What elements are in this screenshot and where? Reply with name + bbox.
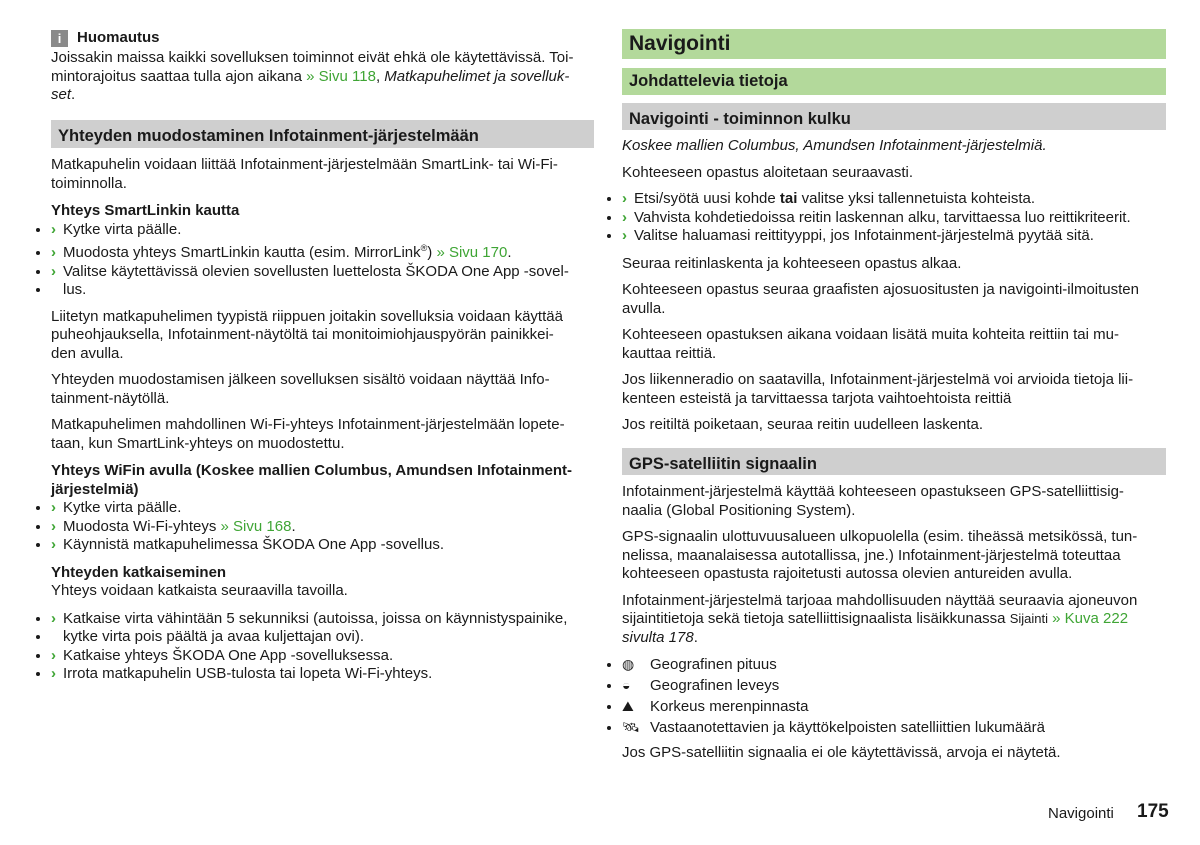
arrow-icon: › <box>51 536 56 553</box>
footer-section: Navigointi <box>1048 805 1114 822</box>
altitude-icon: ⛰ <box>622 698 634 714</box>
paragraph: Jos liikenneradio on saatavilla, Infotainment-järjestelmä voi arvioida tietoja lii- kenteen esteistä ja tarvittaessa tarjota vaihtoehtoista reittiä <box>622 371 1134 407</box>
page-number: 175 <box>1137 801 1169 822</box>
list-item: • › Katkaise yhteys ŠKODA One App -sovelluksessa. <box>51 647 594 666</box>
list-item: • › Käynnistä matkapuhelimessa ŠKODA One App -sovellus. <box>51 536 594 555</box>
list-item: • › Etsi/syötä uusi kohde tai valitse yksi tallennetuista kohteista. <box>622 190 1166 209</box>
smartlink-heading: Yhteys SmartLinkin kautta <box>51 202 240 219</box>
list-item: • › Muodosta yhteys SmartLinkin kautta (esim. MirrorLink®) » Sivu 170. <box>51 239 594 263</box>
disconnect-steps <box>51 610 594 684</box>
legend-item: • ⛰ Korkeus merenpinnasta <box>622 696 1166 717</box>
page-link[interactable]: » Sivu 168 <box>220 517 292 535</box>
wifi-heading: järjestelmiä) <box>51 480 139 498</box>
smartlink-steps <box>51 221 594 300</box>
page-link[interactable]: » Sivu 170 <box>436 244 508 261</box>
arrow-icon: › <box>51 220 56 238</box>
list-item: • › Kytke virta päälle. <box>51 221 594 240</box>
note-heading <box>51 29 160 48</box>
arrow-icon: › <box>622 208 627 226</box>
note-title: Huomautus <box>77 29 160 46</box>
note-body <box>51 49 594 105</box>
paragraph: GPS-signaalin ulottuvuusalueen ulkopuolella (esim. tiheässä metsikössä, tun- nelissa, maanalaisessa autotallissa, jne.) Infotainment-järjestelmä toteuttaa kohteeseen opastusta rajoitetusti autossa olevien antureiden avulla. <box>622 528 1138 582</box>
latitude-icon: ◒ <box>622 677 631 693</box>
intro-title: Johdattelevia tietoja <box>622 68 1166 95</box>
arrow-icon: › <box>622 190 627 207</box>
chapter-title: Navigointi <box>622 29 1166 59</box>
arrow-icon: › <box>51 244 56 261</box>
paragraph: Kohteeseen opastuksen aikana voidaan lisätä muita kohteita reittiin tai mu- kauttaa reittiä. <box>622 326 1119 362</box>
applies-note: Koskee mallien Columbus, Amundsen Infotainment-järjestelmiä. <box>622 137 1047 154</box>
list-item: • › Katkaise virta vähintään 5 sekunniksi (autoissa, joissa on käynnistyspainike, <box>51 610 594 629</box>
legend-item: • 🛰 Vastaanotettavien ja käyttökelpoisten satelliittien lukumäärä <box>622 717 1166 738</box>
note-line: Joissakin maissa kaikki sovelluksen toiminnot eivät ehkä ole käytettävissä. Toi- <box>51 49 574 66</box>
arrow-icon: › <box>51 262 56 280</box>
arrow-icon: › <box>51 499 56 516</box>
list-item: • › Irrota matkapuhelin USB-tulosta tai lopeta Wi-Fi-yhteys. <box>51 665 594 684</box>
figure-link[interactable]: » Kuva 222 <box>1048 610 1129 627</box>
paragraph: Matkapuhelimen mahdollinen Wi-Fi-yhteys Infotainment-järjestelmään lopete- taan, kun SmartLink-yhteys on muodostettu. <box>51 416 565 452</box>
legend-item: • ◍ Geografinen pituus <box>622 654 1166 675</box>
list-item: • › Muodosta Wi-Fi-yhteys » Sivu 168. <box>51 518 594 537</box>
gps-legend <box>622 654 1166 738</box>
note-line: set. <box>51 86 76 103</box>
arrow-icon: › <box>51 609 56 627</box>
section-title-connection: Yhteyden muodostaminen Infotainment-järjestelmään <box>51 120 594 148</box>
right-body: Koskee mallien Columbus, Amundsen Infotainment-järjestelmiä. Kohteeseen opastus aloitetaan seuraavasti. • › Etsi/syötä uusi kohde tai valitse yksi tallennetuista kohteista. • › Vahvista kohdetiedoissa reitin laskennan alku, tarvittaessa luo reittikriteerit. • › Valitse haluamasi reittityyppi, jos Infotainment-järjestelmä pyytää sitä. Seuraa reitinlaskenta ja kohteeseen opastus alkaa. Kohteeseen opastus seuraa graafisten ajosuositusten ja navigointi-ilmoitusten avulla. Kohteeseen opastuksen aikana voidaan lisätä muita kohteita reittiin tai mu- kauttaa reittiä. Jos liikenneradio on saatavilla, Infotainment-järjestelmä voi arvioida tietoja lii- kenteen esteistä ja tarvittaessa tarjota vaihtoehtoista reittiä Jos reitiltä poiketaan, seuraa reitin uudelleen laskenta. <box>622 137 1166 435</box>
navigation-steps <box>622 190 1166 246</box>
satellite-icon: 🛰 <box>622 719 640 735</box>
list-item: • kytke virta pois päältä ja avaa kuljettajan ovi). <box>51 628 594 647</box>
list-item: • › Valitse käytettävissä olevien sovellusten luettelosta ŠKODA One App -sovel- <box>51 263 594 282</box>
paragraph: Infotainment-järjestelmä käyttää kohteeseen opastukseen GPS-satelliittisig- naalia (Global Positioning System). <box>622 483 1124 519</box>
menu-item-label: Sijainti <box>1009 611 1048 626</box>
wifi-heading: Yhteys WiFin avulla (Koskee mallien Columbus, Amundsen Infotainment- <box>51 462 573 479</box>
paragraph: Infotainment-järjestelmä tarjoaa mahdollisuuden näyttää seuraavia ajoneuvon sijaintitietoja sekä tietoja satelliittisignaalista lisäikkunassa Sijainti » Kuva 222 sivulta 178. <box>622 591 1138 646</box>
legend-item: • ◒ Geografinen leveys <box>622 675 1166 696</box>
paragraph: Kohteeseen opastus seuraa graafisten ajosuositusten ja navigointi-ilmoitusten avulla. <box>622 281 1139 317</box>
note-line: mintorajoitus saattaa tulla ajon aikana » Sivu 118, Matkapuhelimet ja sovelluk- <box>51 67 570 85</box>
wifi-steps <box>51 499 594 555</box>
list-item: • › Vahvista kohdetiedoissa reitin laskennan alku, tarvittaessa luo reittikriteerit. <box>622 209 1166 228</box>
list-item: • › Valitse haluamasi reittityyppi, jos Infotainment-järjestelmä pyytää sitä. <box>622 227 1166 246</box>
gps-body: Infotainment-järjestelmä käyttää kohteeseen opastukseen GPS-satelliittisig- naalia (Global Positioning System). GPS-signaalin ulottuvuusalueen ulkopuolella (esim. tiheässä metsikössä, tun- nelissa, maanalaisessa autotallissa, jne.) Infotainment-järjestelmä toteuttaa kohteeseen opastusta rajoitetusti autossa olevien antureiden avulla. Infotainment-järjestelmä tarjoaa mahdollisuuden näyttää seuraavia ajoneuvon sijaintitietoja sekä tietoja satelliittisignaalista lisäikkunassa Sijainti » Kuva 222 sivulta 178. • ◍ Geografinen pituus • ◒ Geografinen leveys • ⛰ Korkeus merenpinnasta • 🛰 Vastaanotettavien ja käyttökelpoisten satelliittien lukumäärä Jos GPS-satelliitin signaalia ei ole käytettävissä, arvoja ei näytetä. <box>622 483 1166 763</box>
section-title-gps: GPS-satelliitin signaalin <box>622 448 1166 475</box>
arrow-icon: › <box>51 646 56 664</box>
arrow-icon: › <box>51 665 56 682</box>
disconnect-heading: Yhteyden katkaiseminen <box>51 563 227 581</box>
arrow-icon: › <box>51 517 56 535</box>
info-icon: i <box>51 30 68 47</box>
list-item: • lus. <box>51 281 594 300</box>
section-title-navigation-flow: Navigointi - toiminnon kulku <box>622 103 1166 130</box>
left-body: Matkapuhelin voidaan liittää Infotainment-järjestelmään SmartLink- tai Wi-Fi- toiminnolla. Yhteys SmartLinkin kautta • › Kytke virta päälle. • › Muodosta yhteys SmartLinkin kautta (esim. MirrorLink®) » Sivu 170. • › Valitse käytettävissä olevien sovellusten luettelosta ŠKODA One App -sovel- • lus. Liitetyn matkapuhelimen tyypistä riippuen joitakin sovelluksia voidaan käyttää puheohjauksella, Infotainment-näytöltä tai monitoimiohjauspyörän painikkei- den avulla. Yhteyden muodostamisen jälkeen sovelluksen sisältö voidaan näyttää Info- tainment-näytöllä. Matkapuhelimen mahdollinen Wi-Fi-yhteys Infotainment-järjestelmään lopete- taan, kun SmartLink-yhteys on muodostettu. Yhteys WiFin avulla (Koskee mallien Columbus, Amundsen Infotainment- järjestelmiä) • › Kytke virta päälle. • › Muodosta Wi-Fi-yhteys » Sivu 168. • › Käynnistä matkapuhelimessa ŠKODA One App -sovellus. Yhteyden katkaiseminen Yhteys voidaan katkaista seuraavilla tavoilla. • › Katkaise virta vähintään 5 sekunniksi (autoissa, joissa on käynnistyspainike, • kytke virta pois päältä ja avaa kuljettajan ovi). • › Katkaise yhteys ŠKODA One App -sovelluksessa. • › Irrota matkapuhelin USB-tulosta tai lopeta Wi-Fi-yhteys. <box>51 156 594 684</box>
paragraph: Liitetyn matkapuhelimen tyypistä riippuen joitakin sovelluksia voidaan käyttää puheohjauksella, Infotainment-näytöltä tai monitoimiohjauspyörän painikkei- den avulla. <box>51 307 563 362</box>
paragraph: Yhteyden muodostamisen jälkeen sovelluksen sisältö voidaan näyttää Info- tainment-näytöllä. <box>51 371 550 407</box>
list-item: • › Kytke virta päälle. <box>51 499 594 518</box>
arrow-icon: › <box>622 227 627 244</box>
page-link[interactable]: » Sivu 118 <box>306 67 376 85</box>
longitude-icon: ◍ <box>622 656 635 672</box>
